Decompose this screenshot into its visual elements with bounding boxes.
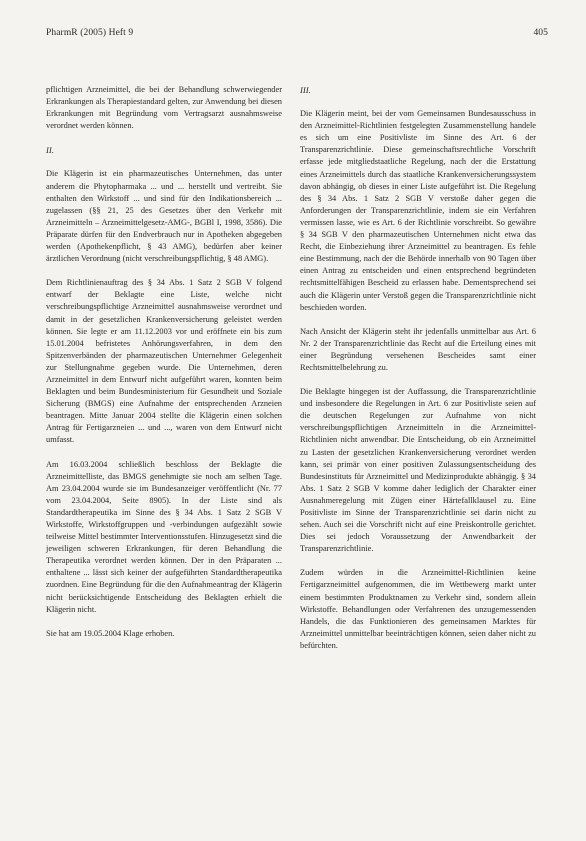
running-header — [46, 28, 548, 38]
section-heading: III. — [300, 85, 311, 95]
paragraph: Die Beklagte hingegen ist der Auffassung, die Transparenzrichtlinie und insbesondere die Regelungen in Art. 6 zur Positivliste seien auf die deutschen Regelungen zur Aufnahme von nicht verschreibungspflichtigen Arzneimitteln in die Arzneimittel-Richtlinien nicht anwendbar. Die Entscheidung, ob ein Arzneimittel zu Lasten der gesetzlichen Krankenversicherung verordnet werden kann, sei primär von einer positiven Zulassungsentscheidung des Bundesinstituts für Arzneimittel und Medizinprodukte abhängig. § 34 Abs. 1 Satz 2 SGB V komme daher lediglich der Charakter einer Ausnahmeregelung mit Zügen einer Härtefallklausel zu. Eine Positivliste im Sinne der Transparenzrichtlinie sei darin nicht zu sehen. Auch sei die Vorschrift nicht auf eine Preiskontrolle gerichtet. Dies sei jedoch Voraussetzung der Anwendbarkeit der Transparenzrichtlinie. — [300, 387, 536, 554]
paragraph: Nach Ansicht der Klägerin steht ihr jedenfalls unmittelbar aus Art. 6 Nr. 2 der Transparenzrichtlinie das Recht auf die Erteilung eines mit einer Begründung versehenen Bescheides samt einer Rechtsmittelbelehrung zu. — [300, 326, 536, 372]
paragraph: Zudem würden in die Arzneimittel-Richtlinien keine Fertigarzneimittel aufgenommen, die im Wettbewerg markt unter einem bestimmten Produktnamen zu Verkehr sind, sondern allein Wirkstoffe. Behandlungen oder Verfahrenen des unzugemessenden Handels, die das Funktionieren des gemeinsamen Marktes für Arzneimittel unmittelbar beeinträchtigen können, seien daher nicht zu befürchten. — [300, 568, 536, 650]
paragraph: pflichtigen Arzneimittel, die bei der Behandlung schwerwiegender Erkrankungen als Therapiestandard gelten, zur Anwendung bei diesen Erkrankungen mit Begründung vom Vertragsarzt ausnahmsweise verordnet werden können. — [46, 85, 282, 131]
left-column — [46, 84, 282, 652]
section-heading: II. — [46, 145, 54, 156]
paragraph: Am 16.03.2004 schließlich beschloss der Beklagte die Arzneimittelliste, das BMGS genehmigte sie noch am selben Tage. Am 23.04.2004 wurde sie im Bundesanzeiger veröffentlicht (Nr. 77 vom 23.04.2004, Seite 8905). In der Liste sind als Standardtherapeutika im Sinne des § 34 Abs. 1 Satz 2 SGB V Wirkstoffe, Wirkstoffgruppen und -verbindungen aufgezählt sowie teilweise Mittel bestimmter Interventionsstufen. Hinzugesetzt sind die jeweiligen schweren Erkrankungen, für deren Behandlung die Therapeutika verordnet werden können. Der in den Präparaten ... enthaltene ... lässt sich keiner der aufgeführten Standardtherapeutika zuordnen. Eine Begründung für die den Aufnahmeantrag der Klägerin nicht berücksichtigende Entscheidung des Beklagten erhielt die Klägerin nicht. — [46, 459, 282, 614]
paragraph: Die Klägerin ist ein pharmazeutisches Unternehmen, das unter anderem die Phytopharmaka ... und ... herstellt und vertreibt. Sie enthalten den Wirkstoff ... und sind für den Indikationsbereich ... zugelassen (§§ 21, 25 des Gesetzes über den Verkehr mit Arzneimitteln – Arzneimittelgesetz-AMG-, BGBl I, 1998, 3586). Die Präparate dürfen für den Endverbrauch nur in Apotheken abgegeben werden (Apothekenpflicht, § 43 AMG), bedürfen aber keiner ärztlichen Verordnung (nicht verschreibungspflichtig, § 48 AMG). — [46, 169, 282, 264]
page-number: 405 — [533, 28, 548, 38]
journal-reference: PharmR (2005) Heft 9 — [46, 28, 134, 38]
paragraph: Die Klägerin meint, bei der vom Gemeinsamen Bundesausschuss in den Arzneimittel-Richtlinien festgelegten Zusammenstellung handele es sich um eine Positivliste im Sinne des Art. 6 der Transparenzrichtlinie. Diese gemeinschaftsrechtliche Vorschrift erfasse jede mitgliedstaatliche Regelung, nach der die Erstattung eines Arzneimittels durch das staatliche Krankenversicherungssystem davon abhängig, ob dieses in einer Liste aufgeführt ist. Die Regelung des § 34 Abs. 1 Satz 2 SGB V verstoße daher gegen die Anforderungen der Transparenzrichtlinie, indem sie ein Verfahren vermissen lasse, wie es Art. 6 der Richtlinie vorschreibt. So gewähre § 34 SGB V den pharmazeutischen Unternehmen nicht etwa das Recht, die Einbeziehung ihrer Arzneimittel zu beantragen. Es fehle eine Bestimmung, nach der die Behörde innerhalb von 90 Tagen über einen Antrag zu entscheiden und einen entsprechend begründeten rechtsmittelfähigen Bescheid zu erlassen habe. Dementsprechend sei auch die Klägerin unter Verstoß gegen die Transparenzrichtlinie nicht beschieden worden. — [300, 109, 536, 312]
paragraph: Dem Richtlinienauftrag des § 34 Abs. 1 Satz 2 SGB V folgend entwarf der Beklagte eine Liste, welche nicht verschreibungspflichtige Arzneimittel ausnahmsweise verordnet und damit in der gesetzlichen Krankenversicherung geleistet werden können. Sie legte er am 11.12.2003 vor und eröffnete ein bis zum 15.01.2004 befristetes Anhörungsverfahren, in dem den Spitzenverbänden der pharmazeutischen Unternehmer Gelegenheit zur Stellungnahme gegeben wurde. Die Unternehmen, deren Arzneimittel in dem Entwurf nicht aufgeführt waren, konnten beim Beklagten und beim Bundesministerium für Gesundheit und Soziale Sicherung (BMGS) eine Aufnahme der entsprechenden Arzneien beantragen. Mitte Januar 2004 stellte die Klägerin einen solchen Antrag für Fertigarzneien ... und ..., waren von dem Entwurf nicht umfasst. — [46, 278, 282, 445]
right-column — [300, 84, 536, 664]
paragraph: Sie hat am 19.05.2004 Klage erhoben. — [46, 628, 175, 638]
